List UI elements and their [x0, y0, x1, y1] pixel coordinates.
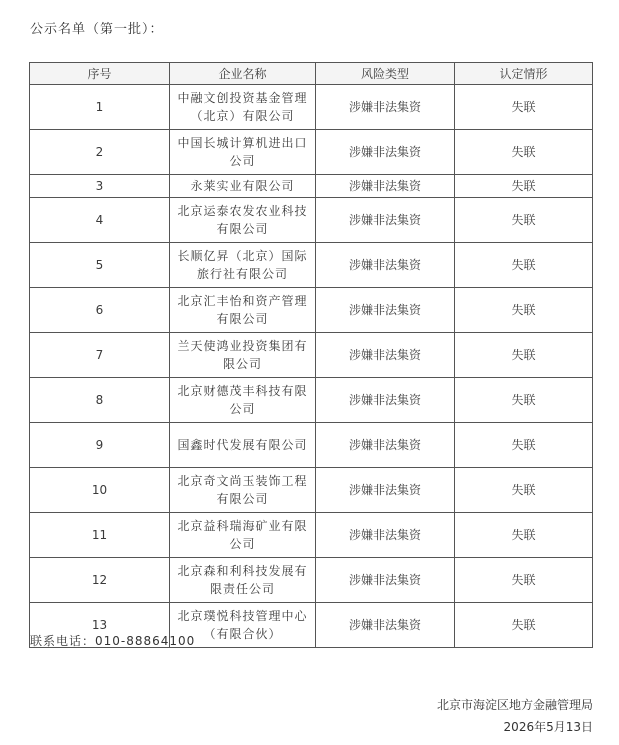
serial-number-cell: 5: [30, 243, 170, 288]
table-row: [30, 333, 593, 378]
serial-number-cell: 12: [30, 558, 170, 603]
determination-cell: 失联: [455, 603, 593, 648]
determination-cell: 失联: [455, 378, 593, 423]
signature-block: [437, 694, 593, 738]
table-row: [30, 288, 593, 333]
determination-cell: 失联: [455, 468, 593, 513]
serial-number-cell: 11: [30, 513, 170, 558]
risk-type-cell: 涉嫌非法集资: [316, 333, 455, 378]
issue-date: 2026年5月13日: [503, 720, 593, 734]
serial-number-cell: 6: [30, 288, 170, 333]
table-row: [30, 558, 593, 603]
risk-type-cell: 涉嫌非法集资: [316, 198, 455, 243]
risk-type-cell: 涉嫌非法集资: [316, 85, 455, 130]
risk-type-cell: 涉嫌非法集资: [316, 243, 455, 288]
company-name-cell: 北京璞悦科技管理中心（有限合伙）: [170, 603, 316, 648]
company-name-cell: 北京益科瑞海矿业有限公司: [170, 513, 316, 558]
company-name-cell: 国鑫时代发展有限公司: [170, 423, 316, 468]
company-name-cell: 长顺亿昇（北京）国际旅行社有限公司: [170, 243, 316, 288]
serial-number-cell: 2: [30, 130, 170, 175]
determination-cell: 失联: [455, 85, 593, 130]
company-name-cell: 中融文创投资基金管理（北京）有限公司: [170, 85, 316, 130]
determination-cell: 失联: [455, 513, 593, 558]
company-name-cell: 兰天使鸿业投资集团有限公司: [170, 333, 316, 378]
company-name-cell: 北京奇文尚玉装饰工程有限公司: [170, 468, 316, 513]
table-header-row: [30, 63, 593, 85]
company-name-cell: 北京运泰农发农业科技有限公司: [170, 198, 316, 243]
company-name-cell: 永莱实业有限公司: [170, 175, 316, 198]
risk-type-cell: 涉嫌非法集资: [316, 130, 455, 175]
table-row: [30, 198, 593, 243]
header-serial-number: 序号: [30, 63, 170, 85]
determination-cell: 失联: [455, 243, 593, 288]
risk-type-cell: 涉嫌非法集资: [316, 558, 455, 603]
determination-cell: 失联: [455, 558, 593, 603]
serial-number-cell: 3: [30, 175, 170, 198]
company-name-cell: 北京财德茂丰科技有限公司: [170, 378, 316, 423]
header-company-name: 企业名称: [170, 63, 316, 85]
risk-type-cell: 涉嫌非法集资: [316, 468, 455, 513]
header-risk-type: 风险类型: [316, 63, 455, 85]
determination-cell: 失联: [455, 130, 593, 175]
risk-type-cell: 涉嫌非法集资: [316, 513, 455, 558]
determination-cell: 失联: [455, 333, 593, 378]
table-row: [30, 378, 593, 423]
list-title: 公示名单（第一批）：: [30, 22, 164, 37]
serial-number-cell: 10: [30, 468, 170, 513]
contact-phone: 联系电话：010-88864100: [30, 634, 196, 648]
serial-number-cell: 9: [30, 423, 170, 468]
table-row: [30, 468, 593, 513]
table-row: [30, 243, 593, 288]
company-name-cell: 中国长城计算机进出口公司: [170, 130, 316, 175]
table-row: [30, 130, 593, 175]
serial-number-cell: 7: [30, 333, 170, 378]
determination-cell: 失联: [455, 288, 593, 333]
company-name-cell: 北京汇丰怡和资产管理有限公司: [170, 288, 316, 333]
table-row: [30, 175, 593, 198]
risk-type-cell: 涉嫌非法集资: [316, 175, 455, 198]
risk-type-cell: 涉嫌非法集资: [316, 288, 455, 333]
serial-number-cell: 4: [30, 198, 170, 243]
company-table: [29, 62, 593, 648]
risk-type-cell: 涉嫌非法集资: [316, 423, 455, 468]
issuer-name: 北京市海淀区地方金融管理局: [436, 698, 593, 712]
company-name-cell: 北京森和利科技发展有限责任公司: [170, 558, 316, 603]
serial-number-cell: 13: [30, 603, 170, 648]
serial-number-cell: 8: [30, 378, 170, 423]
determination-cell: 失联: [455, 198, 593, 243]
determination-cell: 失联: [455, 423, 593, 468]
serial-number-cell: 1: [30, 85, 170, 130]
table-row: [30, 85, 593, 130]
table-row: [30, 513, 593, 558]
header-determination: 认定情形: [455, 63, 593, 85]
determination-cell: 失联: [455, 175, 593, 198]
table-row: [30, 423, 593, 468]
risk-type-cell: 涉嫌非法集资: [316, 378, 455, 423]
risk-type-cell: 涉嫌非法集资: [316, 603, 455, 648]
